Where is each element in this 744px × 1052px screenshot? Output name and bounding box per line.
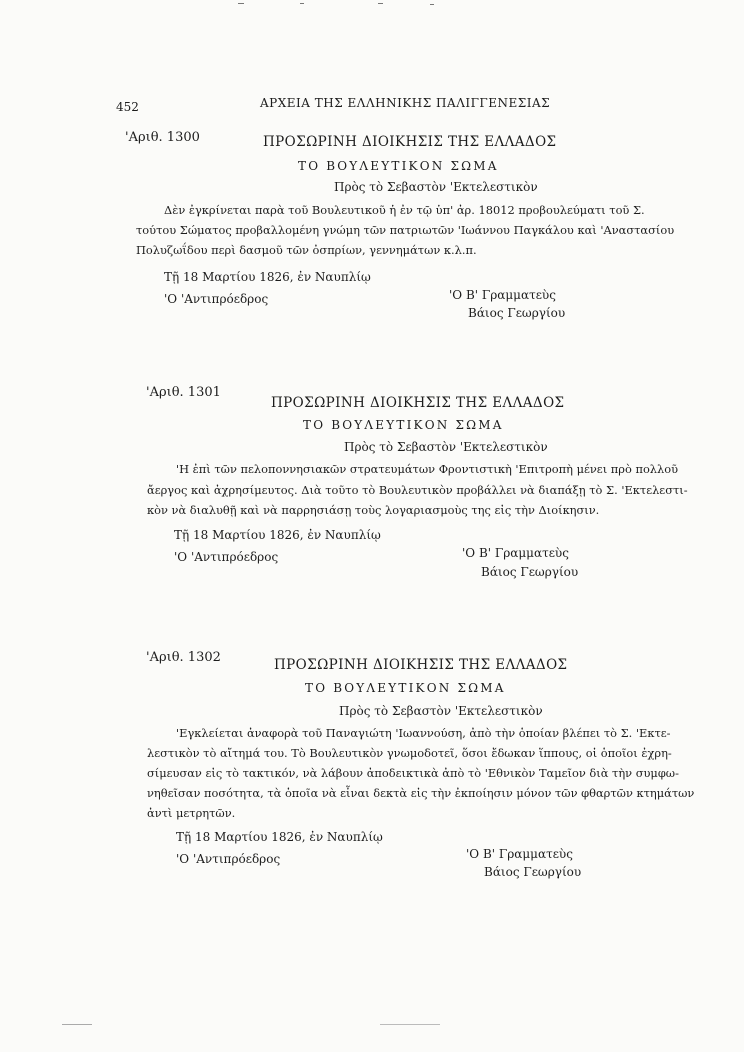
body-text-line: κὸν νὰ διαλυθῇ καὶ νὰ παρρησιάσῃ τοὺς λογαριασμοὺς της εἰς τὴν Διοίκησιν. [147, 503, 600, 517]
secretary-name: Βάιος Γεωργίου [484, 865, 582, 879]
government-heading: ΠΡΟΣΩΡΙΝΗ ΔΙΟΙΚΗΣΙΣ ΤΗΣ ΕΛΛΑΔΟΣ [271, 395, 565, 411]
body-text-line: ἄεργος καὶ ἀχρησίμευτος. Διὰ τοῦτο τὸ Βουλευτικὸν προβάλλει νὰ διαπάξῃ τὸ Σ. 'Εκτελεστι- [147, 483, 688, 497]
date-place: Τῇ 18 Μαρτίου 1826, ἐν Ναυπλίῳ [174, 528, 381, 542]
body-text-line: νηθεῖσαν ποσότητα, τὰ ὁποῖα νὰ εἶναι δεκτὰ εἰς τὴν ἐκποίησιν μόνον τῶν φθαρτῶν κτημάτων [147, 786, 695, 800]
government-heading: ΠΡΟΣΩΡΙΝΗ ΔΙΟΙΚΗΣΙΣ ΤΗΣ ΕΛΛΑΔΟΣ [263, 134, 557, 150]
secretary-name: Βάιος Γεωργίου [468, 306, 566, 320]
date-place: Τῇ 18 Μαρτίου 1826, ἐν Ναυπλίῳ [176, 830, 383, 844]
council-heading: ΤΟ ΒΟΥΛΕΥΤΙΚΟΝ ΣΩΜΑ [303, 418, 504, 432]
secretary-title: 'Ο Β' Γραμματεὺς [466, 847, 573, 861]
date-place: Τῇ 18 Μαρτίου 1826, ἐν Ναυπλίῳ [164, 270, 371, 284]
body-text-line: λεστικὸν τὸ αἴτημά του. Τὸ Βουλευτικὸν γνωμοδοτεῖ, ὅσοι ἔδωκαν ἵππους, οἱ ὁποῖοι ἐχρη- [147, 746, 672, 760]
running-title: ΑΡΧΕΙΑ ΤΗΣ ΕΛΛΗΝΙΚΗΣ ΠΑΛΙΓΓΕΝΕΣΙΑΣ [260, 96, 551, 110]
entry-number: 'Αριθ. 1300 [125, 130, 200, 145]
council-heading: ΤΟ ΒΟΥΛΕΥΤΙΚΟΝ ΣΩΜΑ [305, 681, 506, 695]
body-text-line: 'Εγκλείεται ἀναφορὰ τοῦ Παναγιώτη 'Ιωαννούση, ἀπὸ τὴν ὁποίαν βλέπει τὸ Σ. 'Εκτε- [176, 726, 671, 740]
body-text-line: σίμευσαν εἰς τὸ τακτικόν, νὰ λάβουν ἀποδεικτικὰ ἀπὸ τὸ 'Εθνικὸν Ταμεῖον διὰ τὴν συμφω- [147, 766, 679, 780]
secretary-title: 'Ο Β' Γραμματεὺς [449, 288, 556, 302]
page-number: 452 [116, 100, 139, 114]
addressee: Πρὸς τὸ Σεβαστὸν 'Εκτελεστικὸν [344, 440, 548, 454]
vice-president-signature: 'Ο 'Αντιπρόεδρος [174, 550, 279, 564]
addressee: Πρὸς τὸ Σεβαστὸν 'Εκτελεστικὸν [334, 180, 538, 194]
body-text-line: 'Η ἐπὶ τῶν πελοποννησιακῶν στρατευμάτων Φροντιστικὴ 'Επιτροπὴ μένει πρὸ πολλοῦ [176, 462, 679, 476]
addressee: Πρὸς τὸ Σεβαστὸν 'Εκτελεστικὸν [339, 704, 543, 718]
body-text-line: Πολυζωΐδου περὶ δασμοῦ τῶν ὀσπρίων, γεννημάτων κ.λ.π. [136, 243, 477, 257]
entry-number: 'Αριθ. 1302 [146, 650, 221, 665]
body-text-line: τούτου Σώματος προβαλλομένη γνώμη τῶν πατριωτῶν 'Ιωάννου Παγκάλου καὶ 'Αναστασίου [136, 223, 675, 237]
body-text-line: ἀντὶ μετρητῶν. [147, 806, 236, 820]
vice-president-signature: 'Ο 'Αντιπρόεδρος [176, 852, 281, 866]
vice-president-signature: 'Ο 'Αντιπρόεδρος [164, 292, 269, 306]
government-heading: ΠΡΟΣΩΡΙΝΗ ΔΙΟΙΚΗΣΙΣ ΤΗΣ ΕΛΛΑΔΟΣ [274, 657, 568, 673]
body-text-line: Δὲν ἐγκρίνεται παρὰ τοῦ Βουλευτικοῦ ἡ ἐν τῷ ὑπ' ἀρ. 18012 προβουλεύματι τοῦ Σ. [164, 203, 645, 217]
secretary-title: 'Ο Β' Γραμματεὺς [462, 546, 569, 560]
secretary-name: Βάιος Γεωργίου [481, 565, 579, 579]
council-heading: ΤΟ ΒΟΥΛΕΥΤΙΚΟΝ ΣΩΜΑ [298, 159, 499, 173]
entry-number: 'Αριθ. 1301 [146, 385, 221, 400]
